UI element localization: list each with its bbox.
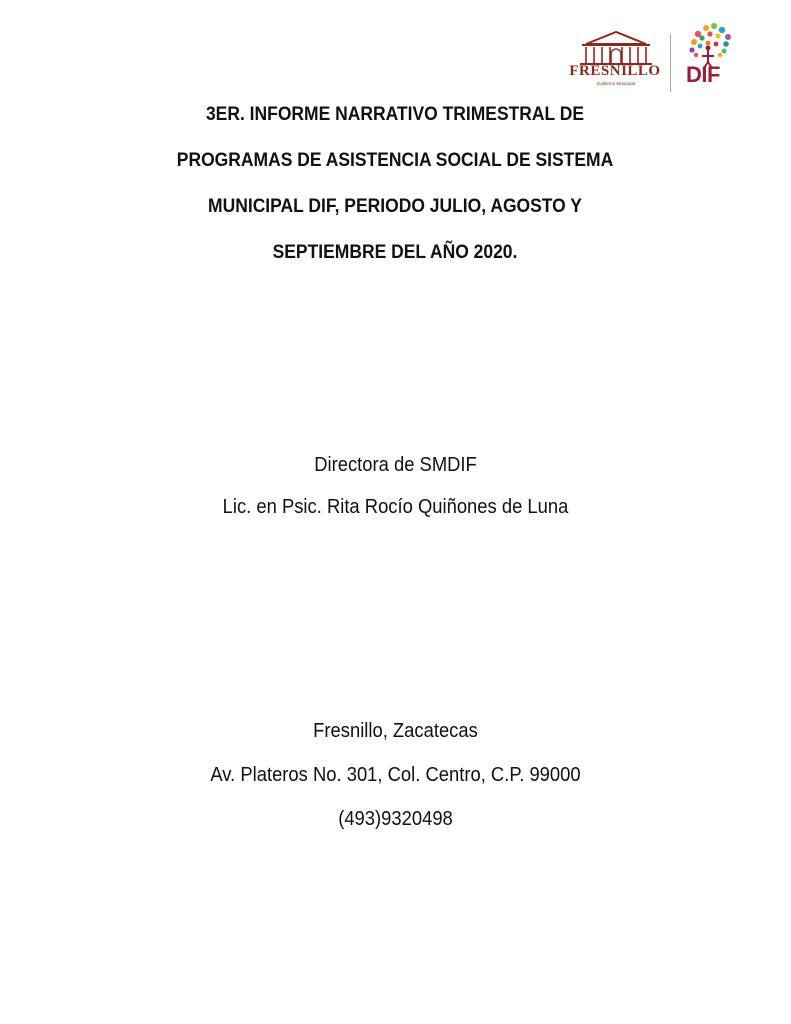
fresnillo-logo-subtext: Gobierno Municipal (596, 81, 636, 86)
logo-divider (670, 34, 671, 92)
contact-phone: (493)9320498 (338, 808, 453, 830)
title-line: MUNICIPAL DIF, PERIODO JULIO, AGOSTO Y (208, 196, 582, 217)
contact-address: Av. Plateros No. 301, Col. Centro, C.P. 99000 (210, 764, 581, 786)
document-title (119, 92, 671, 276)
director-name: Lic. en Psic. Rita Rocío Quiñones de Luna (222, 496, 569, 518)
director-role: Directora de SMDIF (314, 454, 477, 476)
fresnillo-logo-text: FRESNILLO (569, 63, 661, 79)
dif-logo-text: DIF (686, 62, 720, 87)
contact-city: Fresnillo, Zacatecas (313, 720, 478, 742)
header-logos (560, 22, 780, 92)
title-line: SEPTIEMBRE DEL AÑO 2020. (272, 242, 518, 263)
title-line: PROGRAMAS DE ASISTENCIA SOCIAL DE SISTEMA (176, 150, 614, 171)
title-line: 3ER. INFORME NARRATIVO TRIMESTRAL DE (205, 104, 585, 125)
